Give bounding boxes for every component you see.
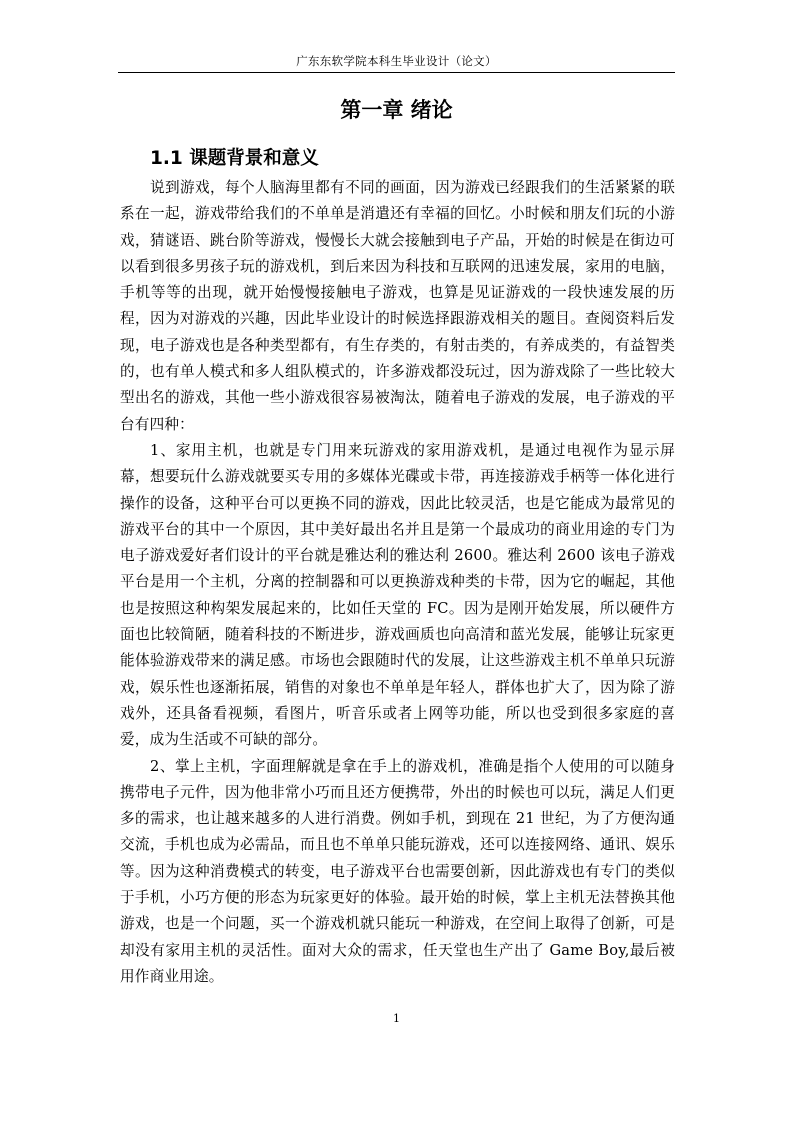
paragraph-intro: 说到游戏，每个人脑海里都有不同的画面，因为游戏已经跟我们的生活紧紧的联系在一起，游戏带给我们的不单单是消遣还有幸福的回忆。小时候和朋友们玩的小游戏，猜谜语、跳台阶等游戏，慢慢长大就会接触到电子产品，开始的时候是在街边可以看到很多男孩子玩的游戏机，到后来因为科技和互联网的迅速发展，家用的电脑，手机等等的出现，就开始慢慢接触电子游戏，也算是见证游戏的一段快速发展的历程，因为对游戏的兴趣，因此毕业设计的时候选择跟游戏相关的题目。查阅资料后发现，电子游戏也是各种类型都有，有生存类的，有射击类的，有养成类的，有益智类的，也有单人模式和多人组队模式的，许多游戏都没玩过，因为游戏除了一些比较大型出名的游戏，其他一些小游戏很容易被淘汰，随着电子游戏的发展，电子游戏的平台有四种： <box>120 179 675 433</box>
section-title: 1.1 课题背景和意义 <box>150 148 319 169</box>
page-number: 1 <box>393 1012 400 1025</box>
page-header <box>118 52 675 73</box>
body-text <box>120 175 675 990</box>
paragraph-home-console: 1、家用主机，也就是专门用来玩游戏的家用游戏机，是通过电视作为显示屏幕，想要玩什么游戏就要买专用的多媒体光碟或卡带，再连接游戏手柄等一体化进行操作的设备，这种平台可以更换不同的游戏，因此比较灵活，也是它能成为最常见的游戏平台的其中一个原因，其中美好最出名并且是第一个最成功的商业用途的专门为电子游戏爱好者们设计的平台就是雅达利的雅达利 2600。雅达利 2600 该电子游戏平台是用一个主机，分离的控制器和可以更换游戏种类的卡带，因为它的崛起，其他也是按照这种构架发展起来的，比如任天堂的 FC。因为是刚开始发展，所以硬件方面也比较简陋，随着科技的不断进步，游戏画质也向高清和蓝光发展，能够让玩家更能体验游戏带来的满足感。市场也会跟随时代的发展，让这些游戏主机不单单只玩游戏，娱乐性也逐渐拓展，销售的对象也不单单是年轻人，群体也扩大了，因为除了游戏外，还具备看视频，看图片，听音乐或者上网等功能，所以也受到很多家庭的喜爱，成为生活或不可缺的部分。 <box>120 441 675 749</box>
chapter-title: 第一章 绪论 <box>340 98 453 122</box>
header-title: 广东东软学院本科生毕业设计（论文） <box>296 54 497 68</box>
paragraph-handheld-console: 2、掌上主机，字面理解就是拿在手上的游戏机，准确是指个人使用的可以随身携带电子元件，因为他非常小巧而且还方便携带，外出的时候也可以玩，满足人们更多的需求，也让越来越多的人进行消费。例如手机，到现在 21 世纪，为了方便沟通交流，手机也成为必需品，而且也不单单只能玩游戏，还可以连接网络、通讯、娱乐等。因为这种消费模式的转变，电子游戏平台也需要创新，因此游戏也有专门的类似于手机，小巧方便的形态为玩家更好的体验。最开始的时候，掌上主机无法替换其他游戏，也是一个问题，买一个游戏机就只能玩一种游戏，在空间上取得了创新，可是却没有家用主机的灵活性。面对大众的需求，任天堂也生产出了 Game Boy,最后被用作商业用途。 <box>120 757 675 985</box>
